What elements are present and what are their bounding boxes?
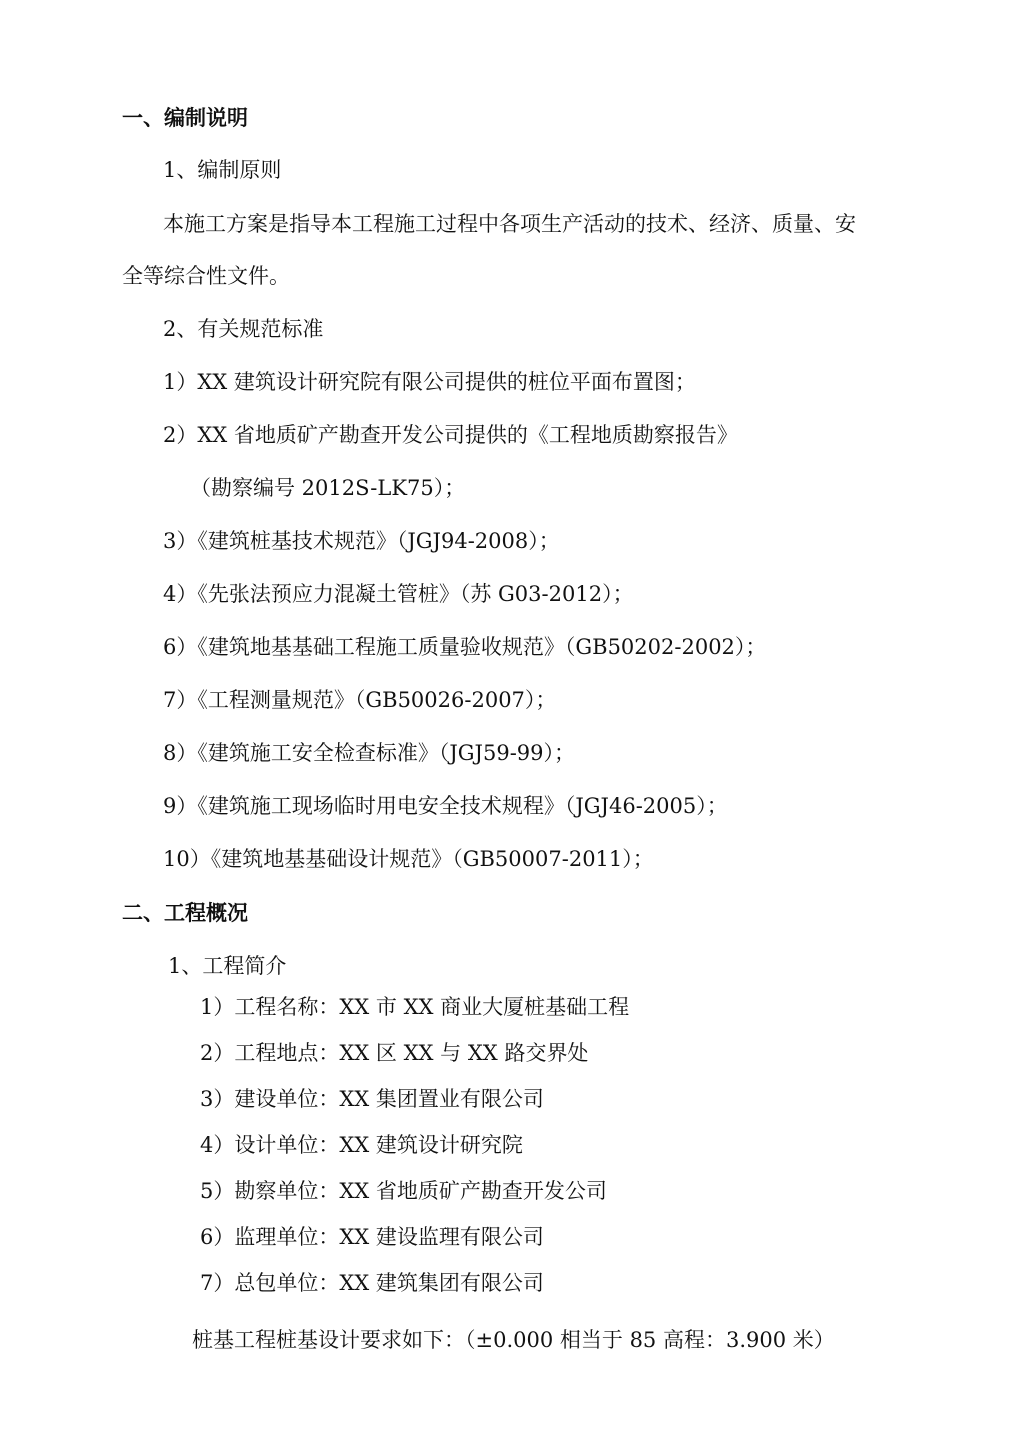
- paragraph-line: 本施工方案是指导本工程施工过程中各项生产活动的技术、经济、质量、安: [163, 212, 856, 236]
- standard-item: 9）《建筑施工现场临时用电安全技术规程》（JGJ46-2005）；: [163, 794, 728, 818]
- standard-item: 6）《建筑地基基础工程施工质量验收规范》（GB50202-2002）；: [163, 635, 767, 659]
- pile-design-requirement: 桩基工程桩基设计要求如下：（±0.000 相当于 85 高程：3.900 米）: [192, 1328, 835, 1352]
- standard-item: 2）XX 省地质矿产勘查开发公司提供的《工程地质勘察报告》: [163, 423, 738, 447]
- standard-item: （勘察编号 2012S-LK75）；: [190, 476, 466, 500]
- subsection-project-intro: 1、工程简介: [168, 954, 287, 978]
- standard-item: 3）《建筑桩基技术规范》（JGJ94-2008）；: [163, 529, 560, 553]
- project-item: 1）工程名称：XX 市 XX 商业大厦桩基础工程: [200, 995, 630, 1019]
- section-1-heading: 一、编制说明: [122, 106, 248, 130]
- project-item: 3）建设单位：XX 集团置业有限公司: [200, 1087, 544, 1111]
- project-item: 6）监理单位：XX 建设监理有限公司: [200, 1225, 544, 1249]
- project-item: 4）设计单位：XX 建筑设计研究院: [200, 1133, 523, 1157]
- project-item: 5）勘察单位：XX 省地质矿产勘查开发公司: [200, 1179, 607, 1203]
- paragraph-line: 全等综合性文件。: [122, 264, 290, 288]
- standard-item: 4）《先张法预应力混凝土管桩》（苏 G03-2012）；: [163, 582, 634, 606]
- standard-item: 1）XX 建筑设计研究院有限公司提供的桩位平面布置图；: [163, 370, 696, 394]
- project-item: 7）总包单位：XX 建筑集团有限公司: [200, 1271, 544, 1295]
- standard-item: 7）《工程测量规范》（GB50026-2007）；: [163, 688, 557, 712]
- subsection-compilation-principles: 1、编制原则: [163, 158, 282, 182]
- section-2-heading: 二、工程概况: [122, 901, 248, 925]
- standard-item: 10）《建筑地基基础设计规范》（GB50007-2011）；: [163, 847, 654, 871]
- project-item: 2）工程地点：XX 区 XX 与 XX 路交界处: [200, 1041, 589, 1065]
- standard-item: 8）《建筑施工安全检查标准》（JGJ59-99）；: [163, 741, 576, 765]
- subsection-standards: 2、有关规范标准: [163, 317, 324, 341]
